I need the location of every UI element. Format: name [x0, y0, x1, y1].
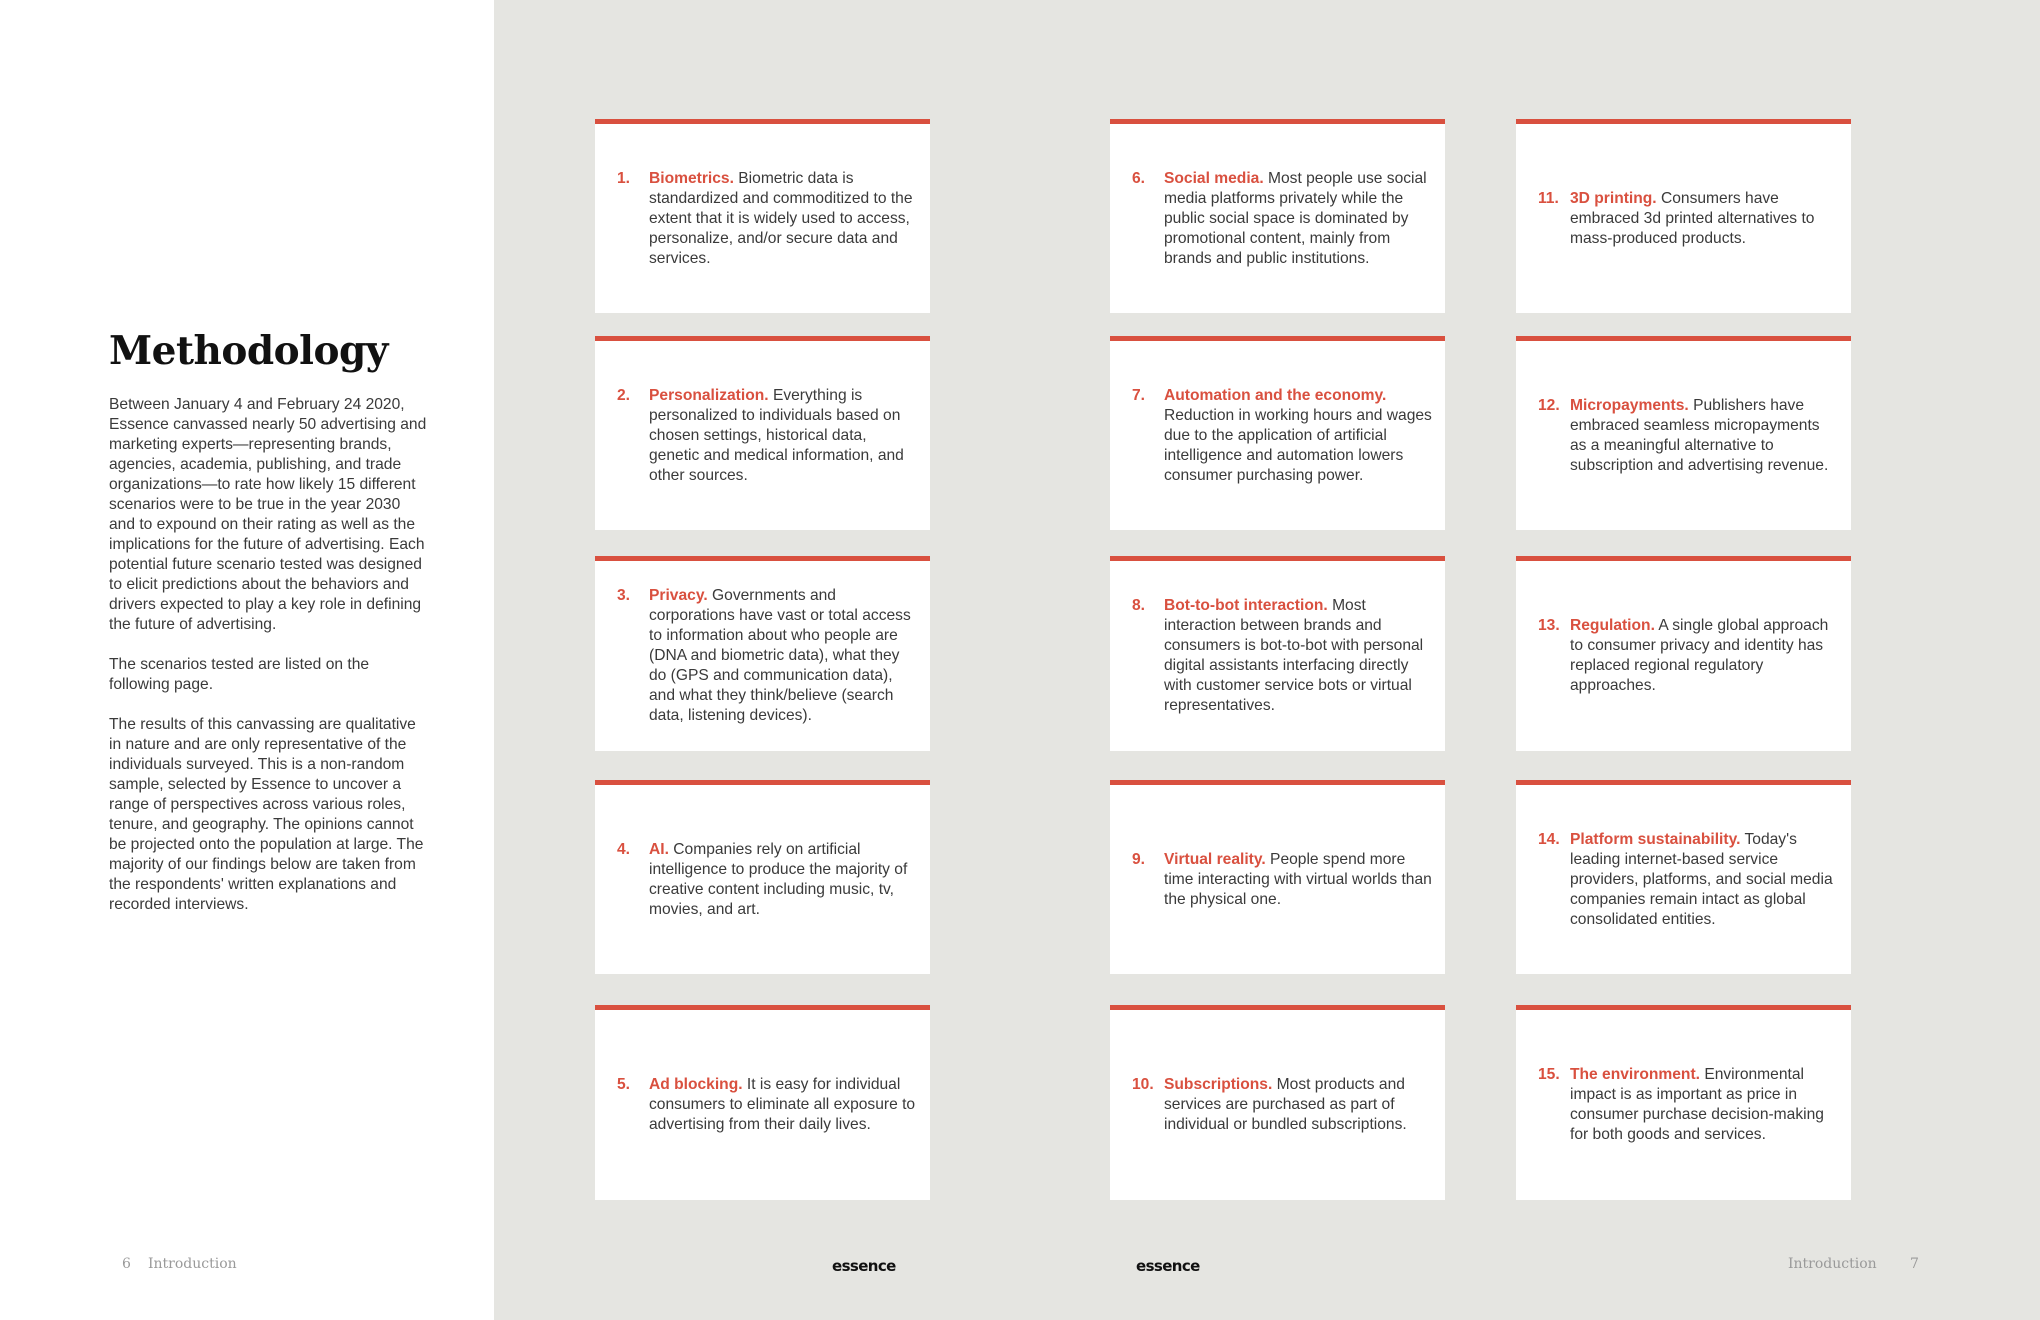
scenario-card	[1110, 119, 1445, 313]
scenario-number: 5.	[617, 1076, 631, 1093]
scenario-title: Bot-to-bot interaction.	[1164, 597, 1328, 614]
scenario-description: Today's leading internet-based service providers, platforms, and social media companies remain intact as global consolidated entities.	[1570, 830, 1833, 928]
scenario-title: Subscriptions.	[1164, 1076, 1273, 1093]
left-page	[0, 0, 494, 1320]
methodology-paragraph: The results of this canvassing are qualitative in nature and are only representative of the individuals surveyed. This is a non-random sample, selected by Essence to uncover a range of perspectives across various roles, tenure, and geography. The opinions cannot be projected onto the population at large. The majority of our findings below are taken from the respondents' written explanations and recorded interviews.	[109, 716, 424, 913]
footer-page-number: 7	[1910, 1256, 1919, 1272]
scenario-title: Automation and the economy.	[1164, 386, 1387, 404]
scenario-number: 1.	[617, 169, 631, 187]
scenario-card	[1110, 336, 1445, 530]
scenario-description: A single global approach to consumer privacy and identity has replaced regional regulatory approaches.	[1570, 617, 1829, 694]
scenario-title: 3D printing.	[1570, 189, 1657, 207]
scenario-card	[595, 556, 930, 751]
scenario-card	[595, 336, 930, 530]
scenario-number: 13.	[1538, 617, 1560, 634]
scenario-description: Everything is personalized to individuals based on chosen settings, historical data, genetic and medical information, and other sources.	[649, 386, 904, 484]
scenario-title: Personalization.	[649, 386, 769, 404]
scenario-number: 8.	[1132, 597, 1146, 614]
page-title: Methodology	[109, 328, 388, 374]
scenario-description: Most people use social media platforms privately while the public social space is dominated by promotional content, mainly from brands and public institutions.	[1164, 169, 1427, 267]
scenario-card	[1516, 336, 1851, 530]
scenario-card	[1516, 119, 1851, 313]
methodology-text	[109, 395, 427, 935]
scenario-title: Virtual reality.	[1164, 850, 1266, 868]
scenario-card	[1516, 556, 1851, 751]
scenario-title: The environment.	[1570, 1066, 1700, 1083]
scenario-description: People spend more time interacting with virtual worlds than the physical one.	[1164, 850, 1432, 908]
scenario-card	[1516, 780, 1851, 974]
scenario-card	[595, 119, 930, 313]
methodology-paragraph: The scenarios tested are listed on the following page.	[109, 656, 370, 693]
scenario-card	[1110, 780, 1445, 974]
scenario-title: Ad blocking.	[649, 1076, 743, 1093]
methodology-paragraph: Between January 4 and February 24 2020, Essence canvassed nearly 50 advertising and marketing experts—representing brands, agencies, academia, publishing, and trade organizations—to rate how likely 15 different scenarios were to be true in the year 2030 and to expound on their rating as well as the implications for the future of advertising. Each potential future scenario tested was designed to elicit predictions about the behaviors and drivers expected to play a key role in defining the future of advertising.	[109, 396, 427, 633]
scenario-number: 14.	[1538, 830, 1560, 848]
scenario-description: Reduction in working hours and wages due to the application of artificial intelligence and automation lowers consumer purchasing power.	[1164, 406, 1432, 484]
scenario-card	[1110, 1005, 1445, 1200]
scenario-card	[595, 1005, 930, 1200]
scenario-title: Biometrics.	[649, 169, 734, 187]
essence-logo: essence	[1136, 1257, 1200, 1275]
scenario-description: Consumers have embraced 3d printed alternatives to mass-produced products.	[1570, 189, 1815, 247]
scenario-number: 15.	[1538, 1066, 1560, 1083]
footer-section-label: Introduction	[148, 1256, 237, 1272]
scenario-number: 4.	[617, 840, 631, 858]
scenario-number: 2.	[617, 386, 631, 404]
scenario-title: Regulation.	[1570, 617, 1655, 634]
footer-section-label: Introduction	[1788, 1256, 1877, 1272]
essence-logo: essence	[832, 1257, 896, 1275]
scenario-description: Most products and services are purchased as part of individual or bundled subscriptions.	[1164, 1076, 1407, 1133]
scenario-description: Biometric data is standardized and commoditized to the extent that it is widely used to access, personalize, and/or secure data and services.	[649, 169, 913, 267]
scenario-number: 9.	[1132, 850, 1146, 868]
scenario-description: Publishers have embraced seamless micropayments as a meaningful alternative to subscription and advertising revenue.	[1570, 396, 1829, 474]
scenario-description: Governments and corporations have vast or total access to information about who people are (DNA and biometric data), what they do (GPS and communication data), and what they think/believe (search data, listening devices).	[649, 587, 911, 724]
scenario-card	[595, 780, 930, 974]
scenario-number: 3.	[617, 587, 631, 604]
scenario-title: Privacy.	[649, 587, 708, 604]
footer-page-number: 6	[122, 1256, 131, 1272]
scenario-number: 10.	[1132, 1076, 1154, 1093]
scenario-number: 12.	[1538, 396, 1560, 414]
scenario-card	[1516, 1005, 1851, 1200]
scenario-number: 7.	[1132, 386, 1146, 404]
scenario-description: Companies rely on artificial intelligence to produce the majority of creative content including music, tv, movies, and art.	[649, 840, 908, 918]
scenario-title: Platform sustainability.	[1570, 830, 1741, 848]
scenario-title: Micropayments.	[1570, 396, 1689, 414]
scenario-title: Social media.	[1164, 169, 1264, 187]
scenario-number: 11.	[1538, 189, 1559, 207]
scenario-description: Environmental impact is as important as price in consumer purchase decision-making for both goods and services.	[1570, 1066, 1824, 1143]
scenario-description: It is easy for individual consumers to eliminate all exposure to advertising from their daily lives.	[649, 1076, 916, 1133]
scenario-number: 6.	[1132, 169, 1146, 187]
scenario-card	[1110, 556, 1445, 751]
scenario-title: AI.	[649, 840, 669, 858]
scenario-description: Most interaction between brands and consumers is bot-to-bot with personal digital assistants interfacing directly with customer service bots or virtual representatives.	[1164, 597, 1424, 714]
